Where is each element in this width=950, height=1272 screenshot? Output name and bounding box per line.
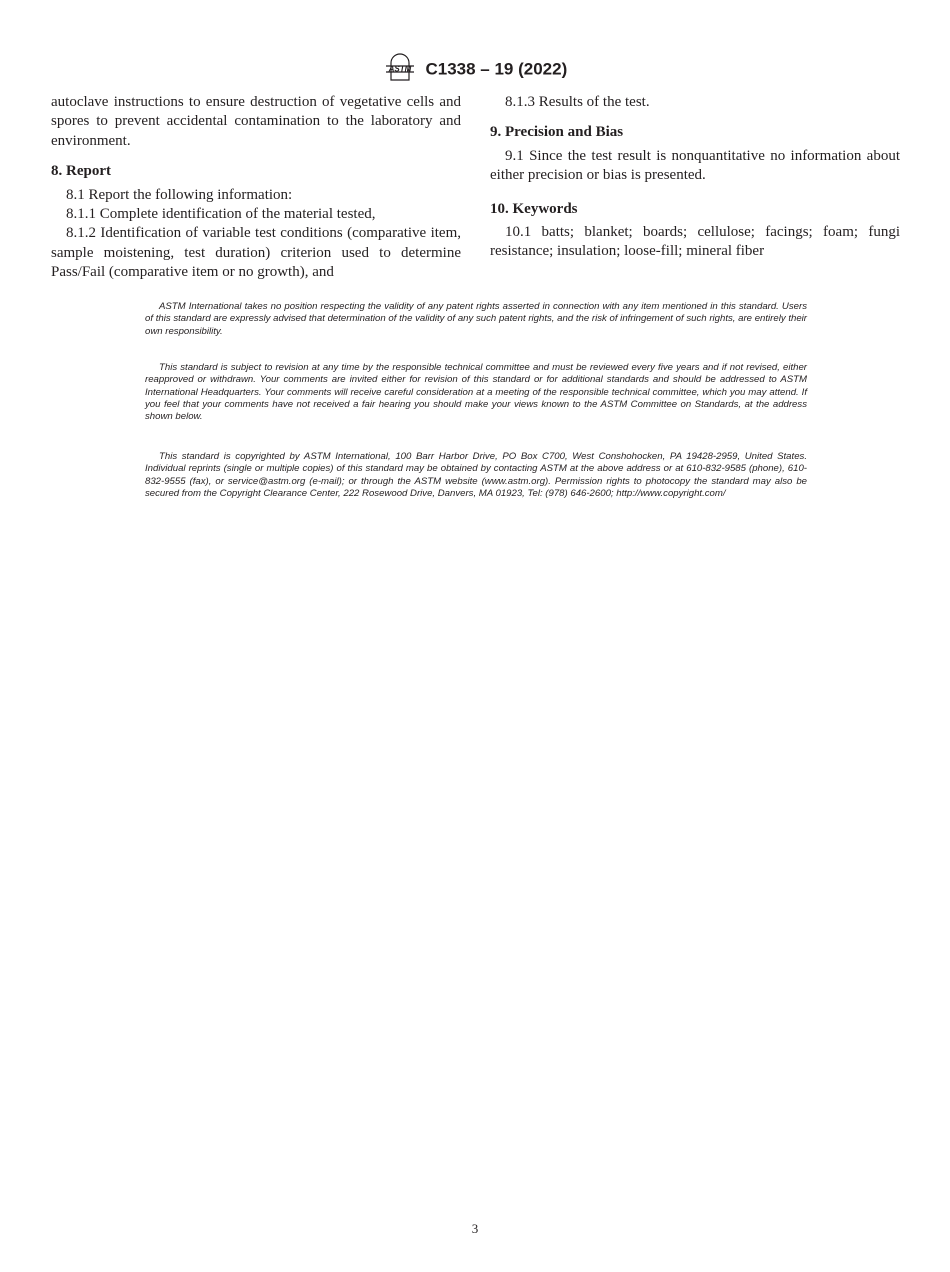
paragraph-10-1: 10.1 batts; blanket; boards; cellulose; facings; foam; fungi resistance; insulation; loose-fill; mineral fiber <box>490 224 900 260</box>
continued-paragraph: autoclave instructions to ensure destruction of vegetative cells and spores to prevent accidental contamination to the laboratory and environment. <box>51 94 461 149</box>
page-header <box>0 52 950 87</box>
left-column <box>51 93 461 283</box>
right-column <box>490 93 900 262</box>
copyright-notice: This standard is copyrighted by ASTM International, 100 Barr Harbor Drive, PO Box C700, West Conshohocken, PA 19428-2959, United States. Individual reprints (single or multiple copies) of this standard may be obtained by contacting ASTM at the above address or at 610-832-9585 (phone), 610-832-9555 (fax), or service@astm.org (e-mail); or through the ASTM website (www.astm.org). Permission rights to photocopy the standard may also be secured from the Copyright Clearance Center, 222 Rosewood Drive, Danvers, MA 01923, Tel: (978) 646-2600; http://www.copyright.com/ <box>145 451 807 499</box>
paragraph-8-1-2: 8.1.2 Identification of variable test conditions (comparative item, sample moistening, test duration) criterion used to determine Pass/Fail (comparative item or no growth), and <box>51 225 461 281</box>
paragraph-8-1-3: 8.1.3 Results of the test. <box>505 94 650 110</box>
svg-text:ASTM: ASTM <box>388 64 412 74</box>
patent-notice: ASTM International takes no position respecting the validity of any patent rights asserted in connection with any item mentioned in this standard. Users of this standard are expressly advised that determination of the validity of any such patent rights, and the risk of infringement of such rights, are entirely their own responsibility. <box>145 301 807 337</box>
astm-logo-icon <box>383 52 417 87</box>
section-heading-report: 8. Report <box>51 163 111 180</box>
designation: C1338 – 19 (2022) <box>425 59 568 79</box>
section-heading-keywords: 10. Keywords <box>490 200 578 217</box>
paragraph-9-1: 9.1 Since the test result is nonquantitative no information about either precision or bias is presented. <box>490 147 900 184</box>
revision-notice: This standard is subject to revision at any time by the responsible technical committee and must be reviewed every five years and if not revised, either reapproved or withdrawn. Your comments are invited either for revision of this standard or for additional standards and should be addressed to ASTM International Headquarters. Your comments will receive careful consideration at a meeting of the responsible technical committee, which you may attend. If you feel that your comments have not received a fair hearing you should make your views known to the ASTM Committee on Standards, at the address shown below. <box>145 362 807 423</box>
paragraph-8-1-1: 8.1.1 Complete identification of the material tested, <box>66 206 376 223</box>
paragraph-8-1: 8.1 Report the following information: <box>66 186 293 203</box>
section-heading-precision: 9. Precision and Bias <box>490 124 624 141</box>
page-number: 3 <box>471 1221 479 1236</box>
